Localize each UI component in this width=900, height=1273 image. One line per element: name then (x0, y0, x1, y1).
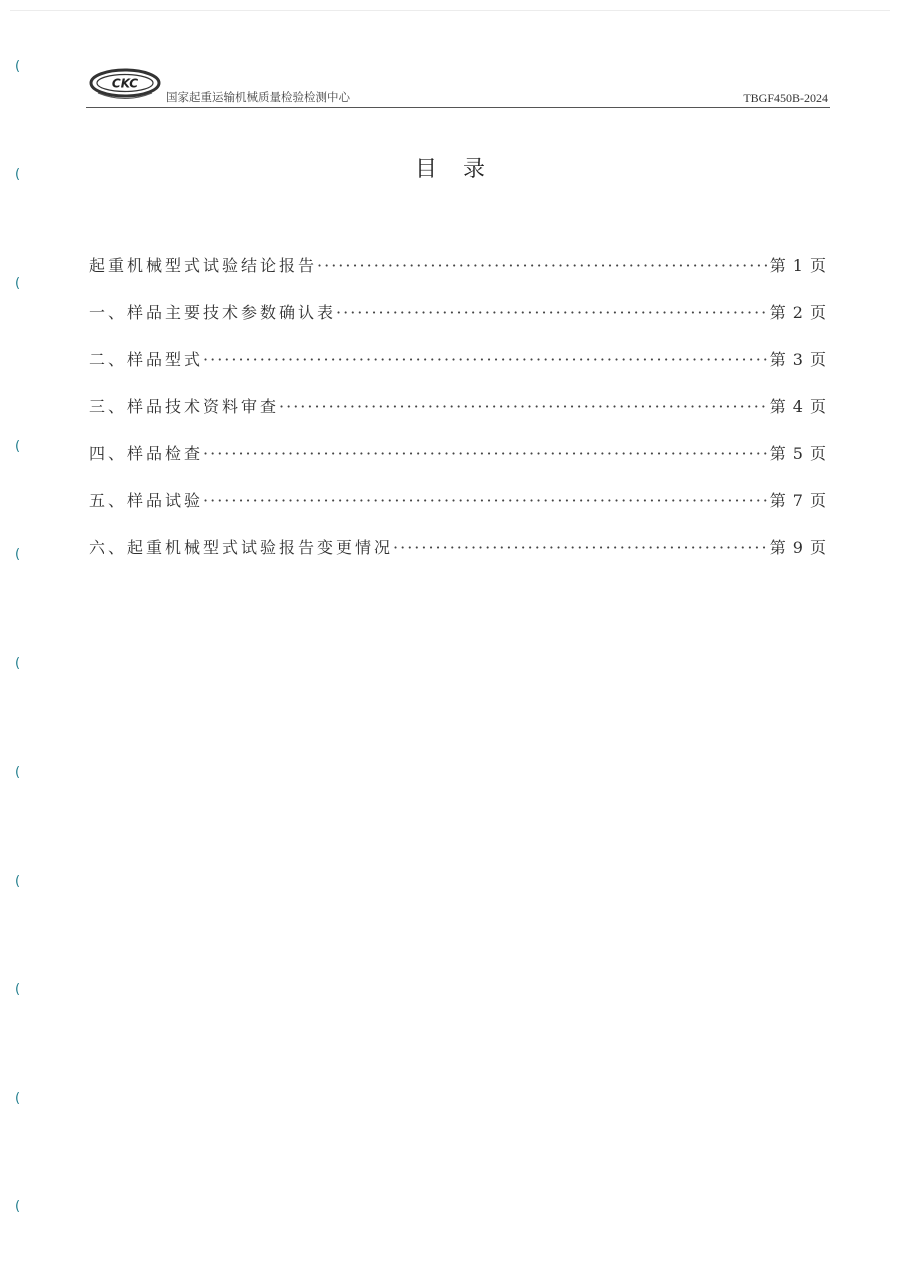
scan-mark: ( (15, 982, 21, 997)
toc-entry[interactable] (89, 441, 826, 488)
toc-dot-leader (279, 397, 768, 416)
scan-mark: ( (15, 765, 21, 780)
toc-entry[interactable] (89, 535, 826, 582)
toc-entry-label: 三、样品技术资料审查 (89, 397, 280, 416)
page-number: 3 (792, 350, 803, 369)
page-number: 2 (792, 303, 803, 322)
toc-entry[interactable] (89, 394, 826, 441)
toc-entry[interactable] (89, 347, 826, 394)
scan-mark: ( (15, 439, 21, 454)
scan-mark: ( (15, 276, 21, 291)
toc-dot-leader (393, 538, 768, 557)
page-number: 7 (792, 491, 803, 510)
page-suffix: 页 (809, 397, 826, 416)
toc-dot-leader (203, 444, 768, 463)
table-of-contents (89, 253, 826, 582)
page-prefix: 第 (769, 491, 786, 510)
scan-mark: ( (15, 59, 21, 74)
page-number: 4 (792, 397, 803, 416)
toc-dot-leader (203, 491, 768, 510)
toc-page-ref (768, 300, 826, 323)
scan-binding-marks (0, 0, 30, 1273)
toc-entry-label: 五、样品试验 (89, 491, 204, 510)
page-suffix: 页 (809, 491, 826, 510)
page-suffix: 页 (809, 303, 826, 322)
toc-entry[interactable] (89, 300, 826, 347)
toc-page-ref (768, 441, 826, 464)
toc-entry-label: 一、样品主要技术参数确认表 (89, 303, 337, 322)
scan-mark: ( (15, 1091, 21, 1106)
toc-page-ref (768, 347, 826, 370)
page-prefix: 第 (769, 397, 786, 416)
toc-entry[interactable] (89, 488, 826, 535)
toc-entry-label: 四、样品检查 (89, 444, 204, 463)
toc-dot-leader (317, 256, 768, 275)
toc-dot-leader (336, 303, 768, 322)
page-number: 9 (792, 538, 803, 557)
page-header (86, 66, 830, 110)
scan-mark: ( (15, 874, 21, 889)
toc-title: 目录 (414, 157, 511, 182)
scan-mark: ( (15, 547, 21, 562)
toc-dot-leader (203, 350, 768, 369)
toc-page-ref (768, 535, 826, 558)
logo-text: CKC (111, 76, 139, 91)
page-suffix: 页 (809, 444, 826, 463)
document-code: TBGF450B-2024 (743, 91, 828, 105)
toc-entry-label: 二、样品型式 (89, 350, 204, 369)
page-prefix: 第 (769, 350, 786, 369)
page-prefix: 第 (769, 538, 786, 557)
toc-page-ref (768, 253, 826, 276)
toc-entry-label: 六、起重机械型式试验报告变更情况 (89, 538, 394, 557)
scan-mark: ( (15, 1199, 21, 1214)
header-rule (86, 107, 830, 108)
page-number: 5 (792, 444, 803, 463)
page-prefix: 第 (769, 444, 786, 463)
ckc-logo (88, 66, 162, 102)
page-suffix: 页 (809, 256, 826, 275)
page-prefix: 第 (769, 303, 786, 322)
scan-mark: ( (15, 167, 21, 182)
page-prefix: 第 (769, 256, 786, 275)
toc-entry-label: 起重机械型式试验结论报告 (89, 256, 318, 275)
organization-name: 国家起重运输机械质量检验检测中心 (166, 90, 350, 104)
page-suffix: 页 (809, 350, 826, 369)
page-number: 1 (792, 256, 803, 275)
page-suffix: 页 (809, 538, 826, 557)
toc-page-ref (768, 488, 826, 511)
toc-page-ref (768, 394, 826, 417)
page-top-edge (10, 10, 890, 11)
toc-entry[interactable] (89, 253, 826, 300)
scan-mark: ( (15, 656, 21, 671)
